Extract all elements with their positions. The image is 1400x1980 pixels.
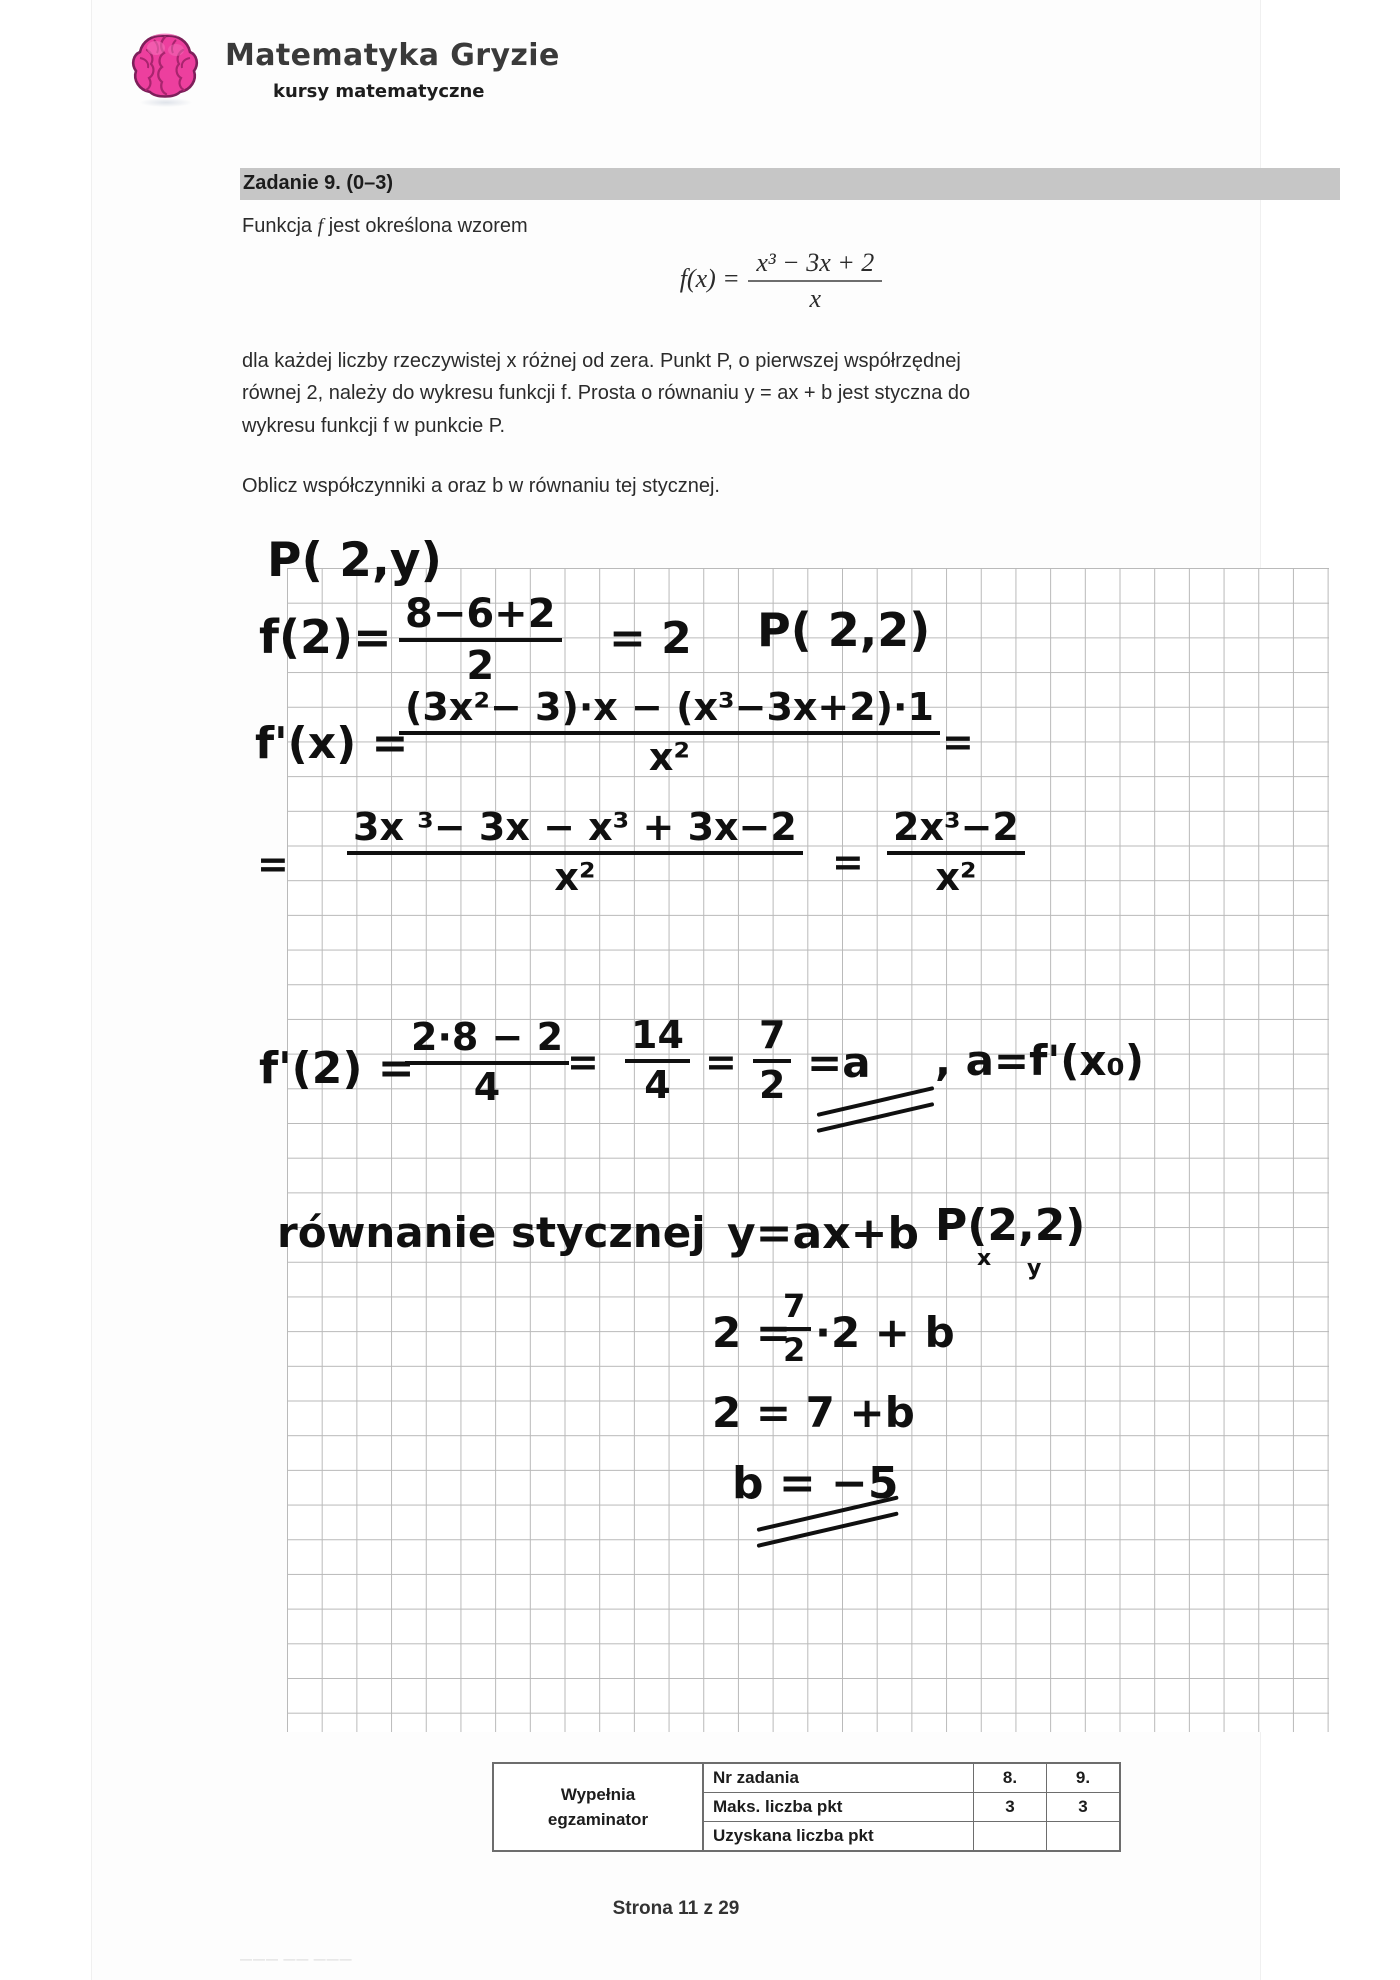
- row-label-task-number: Nr zadania: [703, 1763, 974, 1793]
- hw-subst-denominator: 2: [783, 1330, 806, 1369]
- task-question: Oblicz współczynniki a oraz b w równaniu tej stycznej.: [242, 475, 720, 497]
- hw-f2-numerator: 8−6+2: [399, 593, 562, 642]
- intro-prefix: Funkcja: [242, 215, 313, 237]
- hw-subst-line-2: 2 = 7 +b: [712, 1388, 915, 1437]
- cell-max-9: 3: [1047, 1793, 1121, 1822]
- hw-subst-rhs: ·2 + b: [815, 1308, 955, 1357]
- examiner-label-line-2: egzaminator: [547, 1810, 649, 1829]
- formula-fraction: [748, 248, 882, 314]
- hw-fp2-note: , a=f'(x₀): [935, 1036, 1145, 1085]
- hw-step2-denominator-2: x²: [935, 854, 977, 899]
- hw-point-unknown: P( 2,y): [267, 533, 442, 588]
- hw-step2-numerator: 3x ³− 3x − x³ + 3x−2: [347, 808, 803, 855]
- formula-denominator: x: [809, 284, 822, 313]
- hw-tangent-point: P(2,2): [935, 1200, 1086, 1251]
- task-paragraph-1-line-2: równej 2, należy do wykresu funkcji f. Prosta o równaniu y = ax + b jest styczna do: [242, 382, 971, 405]
- hw-subst-fraction: [777, 1287, 811, 1369]
- task-paragraph-1-line-1: dla każdej liczby rzeczywistej x różnej od zera. Punkt P, o pierwszej współrzędnej: [242, 350, 961, 372]
- table-row: [493, 1763, 1120, 1793]
- task-intro: [242, 210, 1322, 242]
- hw-deriv-trailing-equals: =: [942, 720, 974, 764]
- hw-fp2-fraction: [405, 1015, 569, 1109]
- cell-scored-8[interactable]: [974, 1822, 1047, 1852]
- task-paragraph-2: [242, 470, 1327, 502]
- hw-deriv-denominator: x²: [648, 734, 691, 779]
- handwritten-solution: [255, 533, 1329, 1732]
- task-formula: [242, 248, 1322, 314]
- task-header-label: Zadanie 9. (0–3): [243, 172, 394, 194]
- hw-fp2-numerator: 2·8 − 2: [405, 1018, 569, 1065]
- hw-f2-label: f(2)=: [259, 610, 392, 664]
- brand-title: Matematyka Gryzie: [225, 38, 560, 73]
- hw-fp2-equals-2: =: [705, 1040, 737, 1084]
- formula-lhs: f(x) =: [679, 263, 740, 293]
- cell-task-8: 8.: [974, 1763, 1047, 1793]
- answer-grid-area: [255, 533, 1329, 1732]
- hw-fp2-fraction-3: [753, 1013, 791, 1107]
- hw-subst-numerator: 7: [777, 1290, 811, 1331]
- hw-f2-fraction: [399, 593, 562, 687]
- brand-subtitle: kursy matematyczne: [273, 80, 485, 102]
- hw-tangent-equation: y=ax+b: [727, 1208, 919, 1259]
- hw-fp2-denominator-3: 2: [759, 1062, 786, 1107]
- hw-fp2-fraction-2: [625, 1013, 690, 1107]
- hw-underline-b: [757, 1528, 902, 1548]
- logo-shadow: [140, 98, 192, 107]
- hw-tangent-point-sub-y: y: [1027, 1256, 1042, 1281]
- intro-suffix: jest określona wzorem: [328, 215, 528, 237]
- row-label-scored-points: Uzyskana liczba pkt: [703, 1822, 974, 1852]
- row-label-max-points: Maks. liczba pkt: [703, 1793, 974, 1822]
- hw-fp2-denominator: 4: [473, 1064, 501, 1109]
- hw-step2-fraction: [347, 805, 803, 899]
- hw-point-known: P( 2,2): [757, 603, 931, 657]
- formula-numerator: x³ − 3x + 2: [748, 248, 882, 282]
- document-page: [92, 0, 1260, 1980]
- hw-step2-mid-equals: =: [832, 840, 864, 884]
- footer-code: ——— —— ———: [240, 1952, 353, 1966]
- hw-tangent-point-sub-x: x: [977, 1246, 992, 1271]
- hw-fp2-equals-1: =: [567, 1040, 599, 1084]
- hw-fp2-numerator-3: 7: [753, 1016, 791, 1063]
- cell-task-9: 9.: [1047, 1763, 1121, 1793]
- examiner-label-cell: [493, 1763, 703, 1851]
- intro-variable: f: [317, 215, 324, 237]
- page-footer: Strona 11 z 29: [612, 1898, 740, 1919]
- hw-fp2-result: =a: [807, 1038, 871, 1087]
- brand-header: [128, 28, 560, 118]
- hw-fp2-label: f'(2) =: [259, 1043, 415, 1094]
- hw-f2-result: = 2: [609, 613, 692, 664]
- hw-deriv-numerator: (3x²− 3)·x − (x³−3x+2)·1: [399, 688, 940, 735]
- task-paragraph-1-line-3: wykresu funkcji f w punkcie P.: [242, 414, 506, 437]
- hw-step2-denominator: x²: [554, 854, 596, 899]
- hw-answer: b = −5: [732, 1458, 899, 1509]
- hw-fp2-denominator-2: 4: [644, 1062, 671, 1107]
- cell-max-8: 3: [974, 1793, 1047, 1822]
- task-header-bar: [240, 168, 1340, 200]
- examiner-table: [492, 1762, 1121, 1852]
- hw-step2-fraction-2: [887, 805, 1025, 899]
- hw-deriv-fraction: [399, 685, 940, 779]
- hw-underline-a: [817, 1113, 937, 1133]
- hw-subst-lhs: 2 =: [712, 1308, 792, 1357]
- hw-step2-equals: =: [257, 842, 289, 886]
- hw-tangent-words: równanie stycznej: [277, 1208, 706, 1257]
- hw-deriv-label: f'(x) =: [255, 718, 409, 769]
- hw-f2-denominator: 2: [466, 643, 495, 689]
- hw-fp2-numerator-2: 14: [625, 1016, 690, 1063]
- brain-icon: [128, 28, 202, 118]
- cell-scored-9[interactable]: [1047, 1822, 1121, 1852]
- hw-step2-numerator-2: 2x³−2: [887, 808, 1025, 855]
- examiner-label-line-1: Wypełnia: [560, 1784, 636, 1804]
- task-paragraph-1: [242, 345, 1327, 442]
